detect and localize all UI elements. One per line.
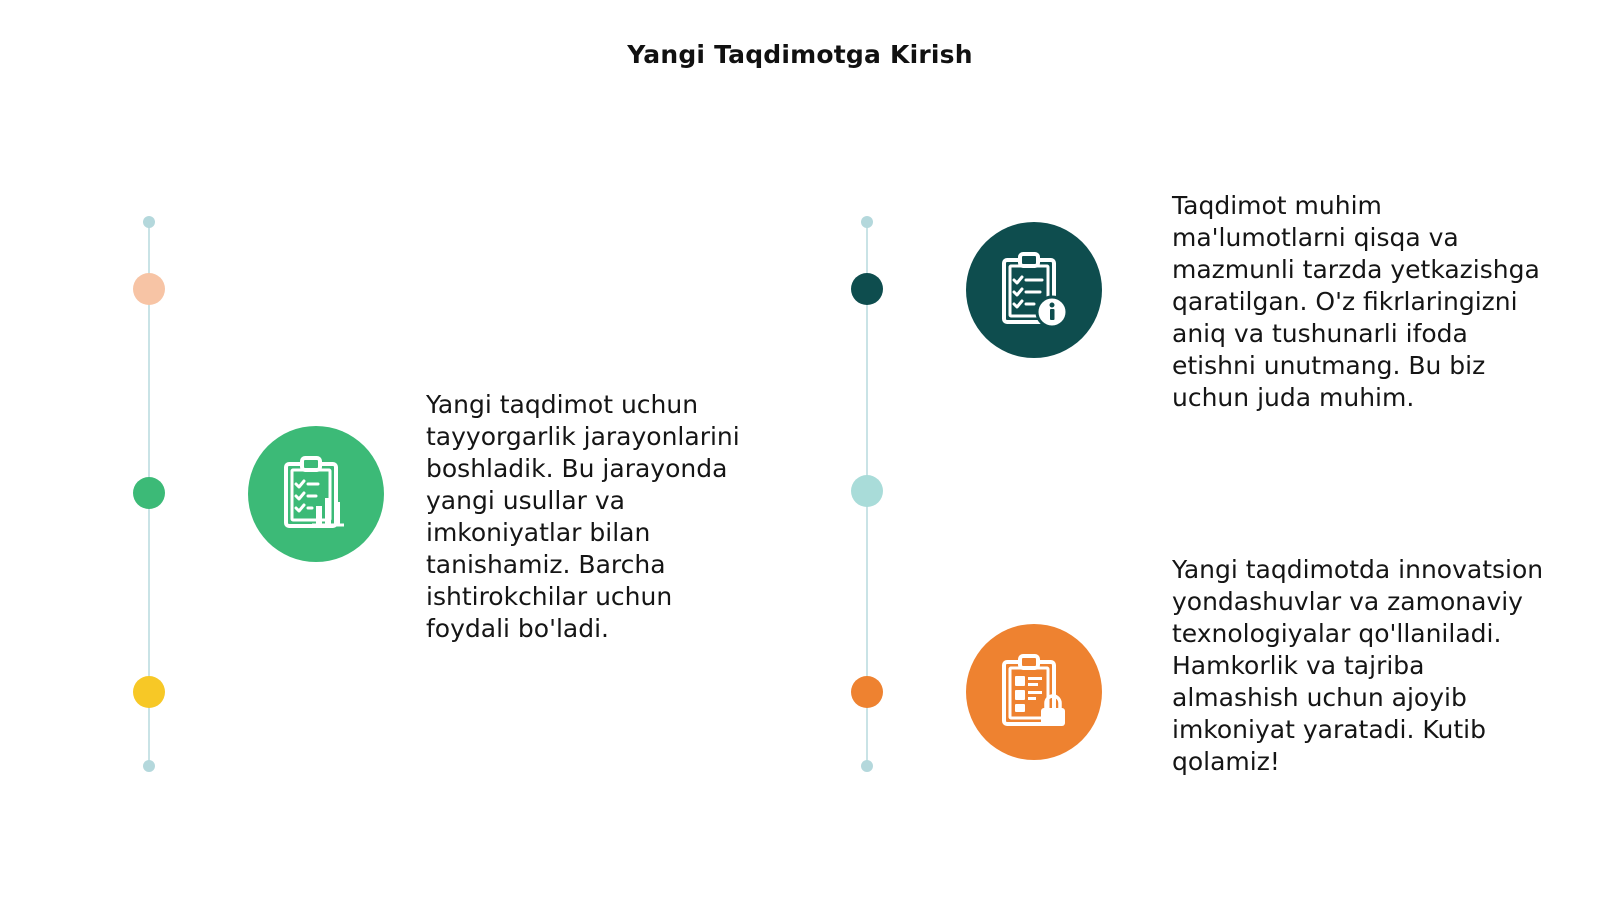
item-3-text: Yangi taqdimotda innovatsion yondashuvlar va zamonaviy texnologiyalar qo'llaniladi. Hamkorlik va tajriba almashish uchun ajoyib imkoniyat yaratadi. Kutib qolamiz! (1172, 555, 1544, 776)
right-timeline-node-dark-teal (851, 273, 883, 305)
clipboard-info-icon (966, 222, 1102, 358)
right-timeline-end-dot (861, 760, 873, 772)
item-1-text: Yangi taqdimot uchun tayyorgarlik jarayonlarini boshladik. Bu jarayonda yangi usullar va imkoniyatlar bilan tanishamiz. Barcha ishtirokchilar uchun foydali bo'ladi. (426, 390, 740, 643)
clipboard-lock-icon (966, 624, 1102, 760)
left-timeline-node-green (133, 477, 165, 509)
right-timeline-node-light-teal (851, 475, 883, 507)
right-timeline-start-dot (861, 216, 873, 228)
clipboard-chart-icon (248, 426, 384, 562)
item-2-text: Taqdimot muhim ma'lumotlarni qisqa va mazmunli tarzda yetkazishga qaratilgan. O'z fikrlaringizni aniq va tushunarli ifoda etishni unutmang. Bu biz uchun juda muhim. (1172, 191, 1540, 412)
left-timeline-node-yellow (133, 676, 165, 708)
left-timeline-node-peach (133, 273, 165, 305)
right-timeline-node-orange (851, 676, 883, 708)
left-timeline-end-dot (143, 760, 155, 772)
slide-title: Yangi Taqdimotga Kirish (627, 40, 973, 69)
left-timeline-start-dot (143, 216, 155, 228)
